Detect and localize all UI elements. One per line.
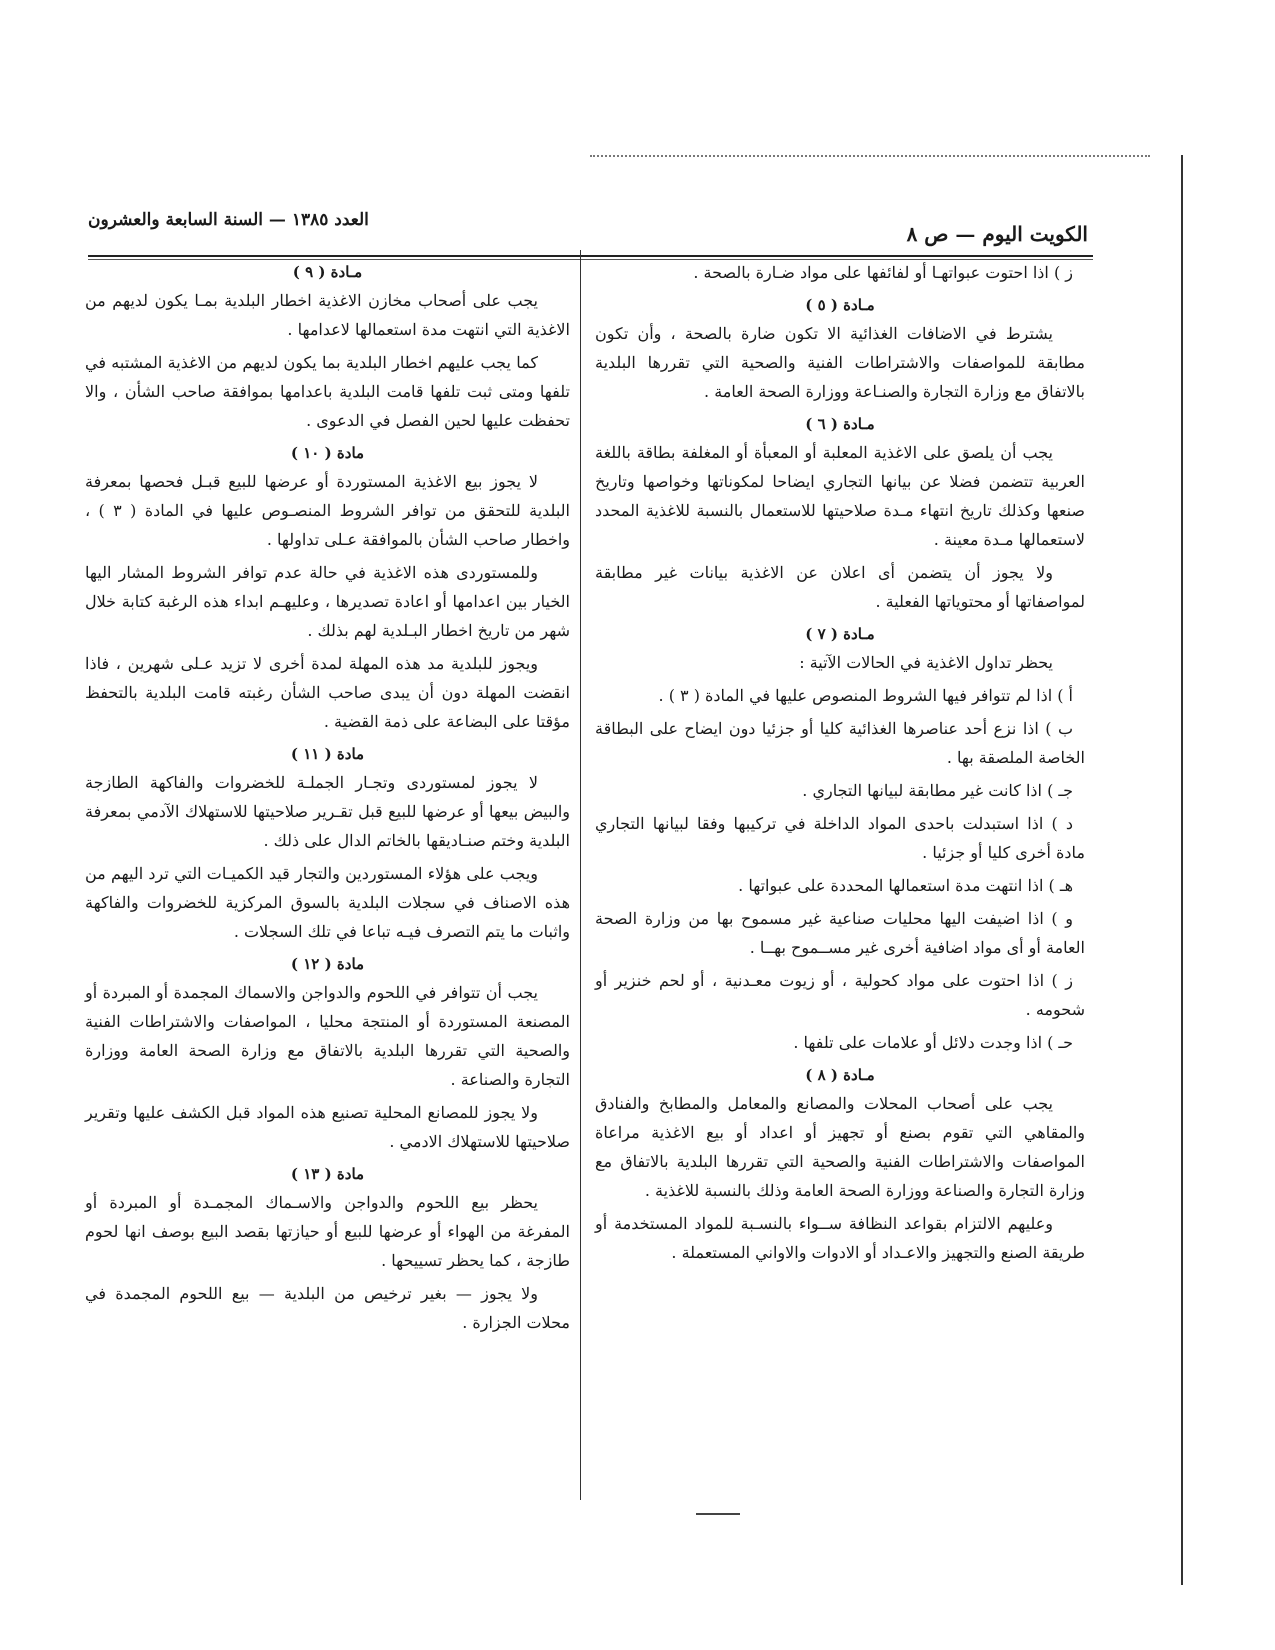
page-header — [88, 208, 1088, 248]
paragraph: ولا يجوز أن يتضمن أى اعلان عن الاغذية بيانات غير مطابقة لمواصفاتها أو محتوياتها الفعلية . — [595, 563, 1085, 611]
article-title: مـادة ( ٧ ) — [805, 625, 875, 643]
header-rule — [88, 255, 1093, 257]
paragraph: كما يجب عليهم اخطار البلدية بما يكون لديهم من الاغذية المشتبه في تلفها ومتى ثبت تلفها قامت البلدية باعدامها بموافقة صاحب الشأن ، والا تحفظت عليها لحين الفصل في الدعوى . — [85, 353, 570, 430]
clause-item: ز ) اذا احتوت على مواد كحولية ، أو زيوت معـدنية ، أو لحم خنزير أو شحومه . — [595, 971, 1085, 1019]
paragraph: يحظر تداول الاغذية في الحالات الآتية : — [799, 653, 1053, 672]
clause-item: د ) اذا استبدلت باحدى المواد الداخلة في تركيبها وفقا لبيانها التجاري مادة أخرى كليا أو جزئيا . — [595, 814, 1085, 862]
header-publication-page: الكويت اليوم — ص ٨ — [906, 222, 1088, 246]
paragraph: ولا يجوز — بغير ترخيص من البلدية — بيع اللحوم المجمدة في محلات الجزارة . — [85, 1284, 570, 1332]
paragraph: يجب أن يلصق على الاغذية المعلبة أو المعبأة أو المغلفة بطاقة باللغة العربية تتضمن فضلا عن بيانها التجاري ايضاحا لمكوناتها وخواصها وتاريخ صنعها وكذلك تاريخ انتهاء مـدة صلاحيتها للاستعمال بالنسبة للاغذية المحدد لاستعمالها مـدة معينة . — [595, 443, 1085, 549]
clause-item: هـ ) اذا انتهت مدة استعمالها المحددة على عبواتها . — [738, 876, 1073, 895]
paragraph: يشترط في الاضافات الغذائية الا تكون ضارة بالصحة ، وأن تكون مطابقة للمواصفات والاشتراطات الفنية والصحية التي تقررها البلدية بالاتفاق مع وزارة التجارة والصنـاعة ووزارة الصحة العامة . — [595, 324, 1085, 401]
clause-item: ب ) اذا نزع أحد عناصرها الغذائية كليا أو جزئيا دون ايضاح على البطاقة الخاصة الملصقة بها . — [595, 719, 1085, 767]
left-column — [85, 258, 570, 1341]
paragraph: يحظر بيع اللحوم والدواجن والاسـماك المجمـدة أو المبردة أو المفرغة من الهواء أو عرضها للبيع أو حيازتها بقصد البيع بوصف انها لحوم طازجة ، كما يحظر تسييحها . — [85, 1193, 570, 1270]
paragraph: يجب على أصحاب المحلات والمصانع والمعامل والمطابخ والفنادق والمقاهي التي تقوم بصنع أو تجهيز أو اعداد أو بيع الاغذية مراعاة المواصفات والاشتراطات الفنية والصحية التي تقررها البلدية بالاتفاق مع وزارة التجارة والصناعة ووزارة الصحة العامة وذلك بالنسبة للاغذية . — [595, 1094, 1085, 1200]
column-divider — [580, 250, 581, 1500]
paragraph: وعليهم الالتزام بقواعد النظافة ســواء بالنسـبة للمواد المستخدمة أو طريقة الصنع والتجهيز والاعـداد أو الادوات والاواني المستعملة . — [595, 1214, 1085, 1262]
article-title: مادة ( ١١ ) — [290, 745, 365, 763]
top-dotted-rule — [590, 155, 1150, 157]
article-title: مادة ( ١٢ ) — [290, 955, 365, 973]
bottom-mark — [696, 1513, 740, 1515]
article-title: مـادة ( ٦ ) — [805, 415, 875, 433]
paragraph: يجب على أصحاب مخازن الاغذية اخطار البلدية بمـا يكون لديهم من الاغذية التي انتهت مدة استعمالها لاعدامها . — [85, 291, 570, 339]
clause-item: جـ ) اذا كانت غير مطابقة لبيانها التجاري . — [802, 781, 1073, 800]
clause-item: و ) اذا اضيفت اليها محليات صناعية غير مسموح بها من وزارة الصحة العامة أو أى مواد اضافية أخرى غير مســموح بهــا . — [595, 909, 1085, 957]
paragraph: وللمستوردى هذه الاغذية في حالة عدم توافر الشروط المشار اليها الخيار بين اعدامها أو اعادة تصديرها ، وعليهـم ابداء هذه الرغبة كتابة خلال شهر من تاريخ اخطار البـلدية لهم بذلك . — [85, 563, 570, 640]
paragraph: ويجب على هؤلاء المستوردين والتجار قيد الكميـات التي ترد اليهم من هذه الاصناف في سجلات البلدية بالسوق المركزية للخضروات والفاكهة واثبات ما يتم التصرف فيـه تباعا في تلك السجلات . — [85, 864, 570, 941]
right-margin-line — [1181, 155, 1183, 1585]
article-title: مـادة ( ٥ ) — [805, 296, 875, 314]
article-title: مادة ( ١٠ ) — [290, 444, 365, 462]
right-column — [595, 258, 1085, 1271]
paragraph: يجب أن تتوافر في اللحوم والدواجن والاسماك المجمدة أو المبردة أو المصنعة المستوردة أو المنتجة محليا ، المواصفات والاشتراطات الفنية والصحية التي تقررها البلدية بالاتفاق مع وزارة الصحة العامة ووزارة التجارة والصناعة . — [85, 983, 570, 1089]
paragraph: لا يجوز بيع الاغذية المستوردة أو عرضها للبيع قبـل فحصها بمعرفة البلدية للتحقق من توافر الشروط المنصـوص عليها في المادة ( ٣ ) ، واخطار صاحب الشأن بالموافقة عـلى تداولها . — [85, 472, 571, 549]
article-title: مـادة ( ٩ ) — [292, 263, 363, 281]
clause-item: ز ) اذا احتوت عبواتهـا أو لفائفها على مواد ضـارة بالصحة . — [693, 263, 1073, 282]
clause-item: حـ ) اذا وجدت دلائل أو علامات على تلفها . — [793, 1033, 1073, 1052]
paragraph: ويجوز للبلدية مد هذه المهلة لمدة أخرى لا تزيد عـلى شهرين ، فاذا انقضت المهلة دون أن يبدى صاحب الشأن رغبته قامت البلدية بالتحفظ مؤقتا على البضاعة على ذمة القضية . — [85, 654, 570, 731]
header-issue-year: العدد ١٣٨٥ — السنة السابعة والعشرون — [88, 210, 369, 230]
article-title: مادة ( ١٣ ) — [290, 1165, 365, 1183]
article-title: مـادة ( ٨ ) — [805, 1066, 875, 1084]
paragraph: ولا يجوز للمصانع المحلية تصنيع هذه المواد قبل الكشف عليها وتقرير صلاحيتها للاستهلاك الادمي . — [85, 1103, 570, 1151]
clause-item: أ ) اذا لم تتوافر فيها الشروط المنصوص عليها في المادة ( ٣ ) . — [658, 686, 1073, 705]
paragraph: لا يجوز لمستوردى وتجـار الجملـة للخضروات والفاكهة الطازجة والبيض بيعها أو عرضها للبيع قبل تقـرير صلاحيتها للاستهلاك الآدمي بمعرفة البلدية وختم صنـاديقها بالخاتم الدال على ذلك . — [85, 773, 570, 850]
